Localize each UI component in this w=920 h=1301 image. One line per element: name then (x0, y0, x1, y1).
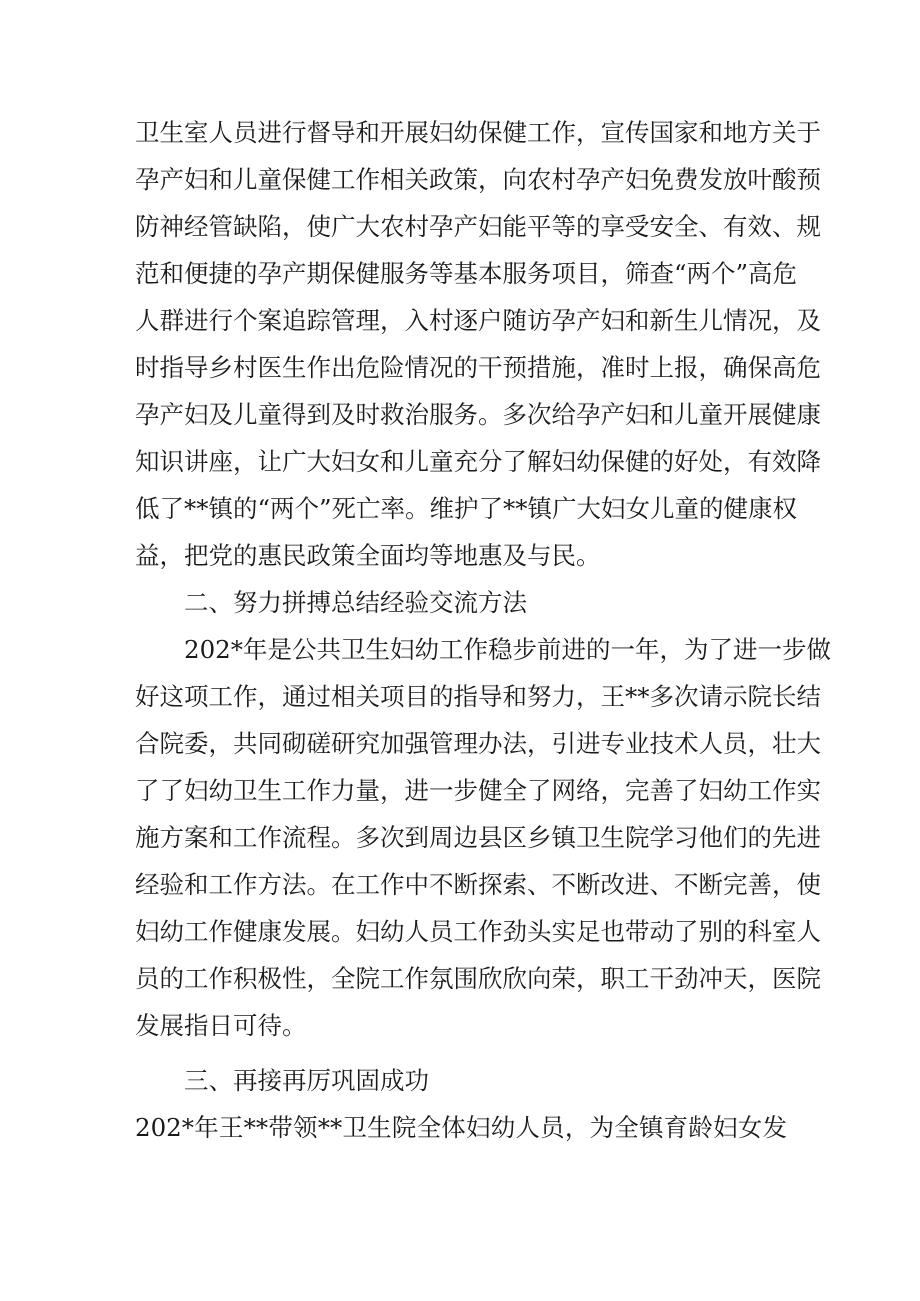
paragraph-1 (135, 109, 821, 579)
section-heading-3: 三、再接再厉巩固成功 (184, 1066, 429, 1095)
paragraph-line: 人群进行个案追踪管理，入村逐户随访孕产妇和新生儿情况，及 (135, 306, 821, 335)
paragraph-3 (135, 1104, 787, 1151)
spacer (135, 1049, 787, 1057)
paragraph-line: 益，把党的惠民政策全面均等地惠及与民。 (135, 541, 601, 570)
paragraph-line: 孕产妇和儿童保健工作相关政策，向农村孕产妇免费发放叶酸预 (135, 165, 821, 194)
paragraph-line: 妇幼工作健康发展。妇幼人员工作劲头实足也带动了别的科室人 (135, 917, 821, 946)
paragraph-line: 202*年王**带领**卫生院全体妇幼人员，为全镇育龄妇女发 (135, 1113, 787, 1142)
paragraph-2 (135, 626, 832, 1049)
paragraph-line: 卫生室人员进行督导和开展妇幼保健工作，宣传国家和地方关于 (135, 118, 821, 147)
paragraph-line: 员的工作积极性，全院工作氛围欣欣向荣，职工干劲冲天，医院 (135, 964, 821, 993)
paragraph-line: 了了妇幼卫生工作力量，进一步健全了网络，完善了妇幼工作实 (135, 776, 821, 805)
paragraph-line: 发展指日可待。 (135, 1011, 307, 1040)
paragraph-line: 防神经管缺陷，使广大农村孕产妇能平等的享受安全、有效、规 (135, 212, 821, 241)
paragraph-line: 知识讲座，让广大妇女和儿童充分了解妇幼保健的好处，有效降 (135, 447, 821, 476)
paragraph-line: 202*年是公共卫生妇幼工作稳步前进的一年，为了进一步做 (184, 635, 832, 664)
paragraph-line: 孕产妇及儿童得到及时救治服务。多次给孕产妇和儿童开展健康 (135, 400, 821, 429)
paragraph-line: 合院委，共同砌磋研究加强管理办法，引进专业技术人员，壮大 (135, 729, 821, 758)
section-heading-2: 二、努力拼搏总结经验交流方法 (184, 588, 527, 617)
paragraph-line: 施方案和工作流程。多次到周边县区乡镇卫生院学习他们的先进 (135, 823, 821, 852)
paragraph-line: 时指导乡村医生作出危险情况的干预措施，准时上报，确保高危 (135, 353, 821, 382)
paragraph-line: 低了**镇的“两个”死亡率。维护了**镇广大妇女儿童的健康权 (135, 494, 798, 523)
paragraph-line: 经验和工作方法。在工作中不断探索、不断改进、不断完善，使 (135, 870, 821, 899)
document-body (135, 109, 832, 1151)
paragraph-line: 好这项工作，通过相关项目的指导和努力，王**多次请示院长结 (135, 682, 821, 711)
paragraph-line: 范和便捷的孕产期保健服务等基本服务项目，筛查“两个”高危 (135, 259, 798, 288)
